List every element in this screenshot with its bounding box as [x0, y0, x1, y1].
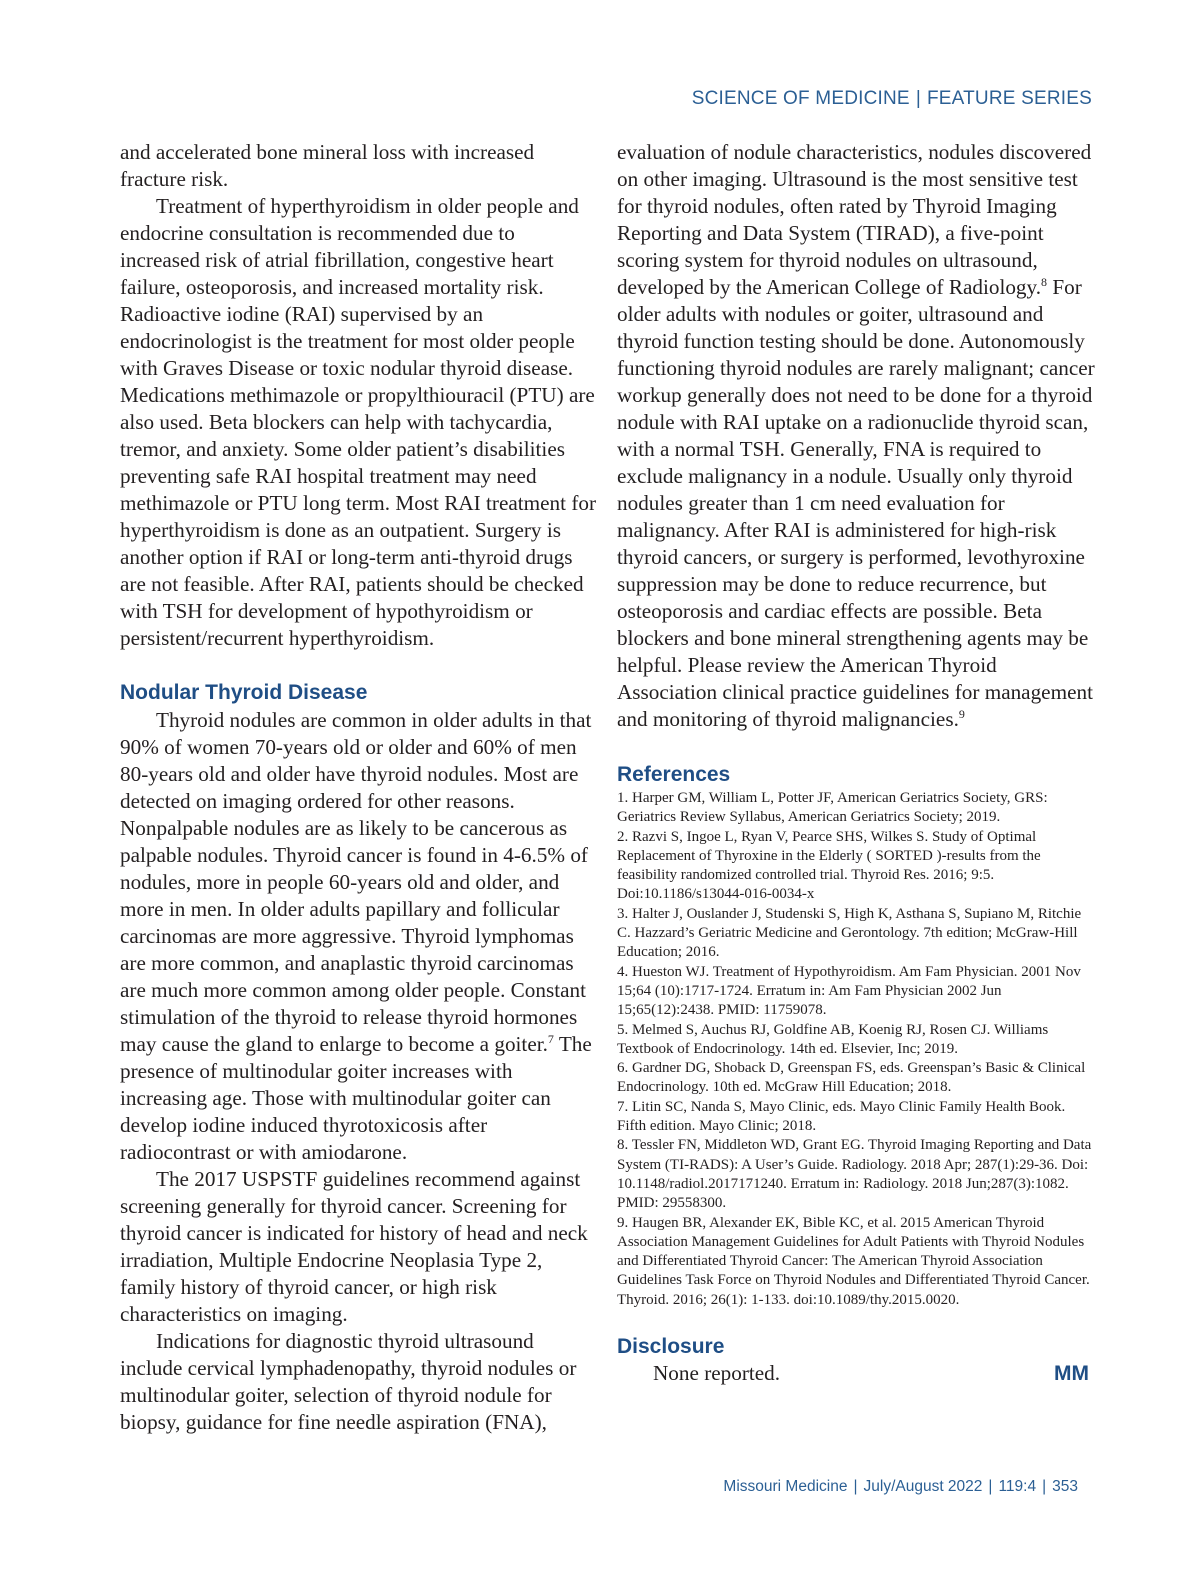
header-separator: | [915, 88, 921, 109]
continuation-text-part1: evaluation of nodule characteristics, nodules discovered on other imaging. Ultrasound is the most sensitive test for thyroid nodules, often rated by Thyroid Imaging Reporting and Data System (TIRAD), a five-point scoring system for thyroid nodules on ultrasound, developed by the American College of Radiology. [617, 140, 1092, 299]
indications-paragraph: Indications for diagnostic thyroid ultrasound include cervical lymphadenopathy, thyroid nodules or multinodular goiter, selection of thyroid nodule for biopsy, guidance for fine needle aspiration (FNA), [120, 1329, 577, 1434]
nodular-paragraph [120, 707, 598, 1166]
treatment-paragraph: Treatment of hyperthyroidism in older people and endocrine consultation is recommended due to increased risk of atrial fibrillation, congestive heart failure, osteoporosis, and increased mortality risk. Radioactive iodine (RAI) supervised by an endocrinologist is the treatment for most older people with Graves Disease or toxic nodular thyroid disease. Medications methimazole or propylthiouracil (PTU) are also used. Beta blockers can help with tachycardia, tremor, and anxiety. Some older patient’s disabilities preventing safe RAI hospital treatment may need methimazole or PTU long term. Most RAI treatment for hyperthyroidism is done as an outpatient. Surgery is another option if RAI or long-term anti-thyroid drugs are not feasible. After RAI, patients should be checked with TSH for development of hypothyroidism or persistent/recurrent hyperthyroidism. [120, 194, 597, 650]
intro-paragraph: and accelerated bone mineral loss with increased fracture risk. [120, 140, 535, 191]
nodular-heading: Nodular Thyroid Disease [120, 681, 368, 704]
footer-issue-date: July/August 2022 [863, 1478, 983, 1495]
citation-8: 8 [1041, 274, 1048, 289]
nodular-text-part2: The presence of multinodular goiter increases with increasing age. Those with multinodular goiter can develop iodine induced thyrotoxicosis after radiocontrast or with amiodarone. [120, 1032, 592, 1164]
reference-item: 1. Harper GM, William L, Potter JF, American Geriatrics Society, GRS: Geriatrics Review Syllabus, American Geriatrics Society; 2019. [617, 790, 1048, 826]
disclosure-row [617, 1360, 1095, 1387]
running-footer [723, 1478, 1078, 1496]
footer-separator: | [1042, 1478, 1047, 1495]
left-column [120, 139, 598, 1436]
reference-item: 3. Halter J, Ouslander J, Studenski S, High K, Asthana S, Supiano M, Ritchie C. Hazzard’s Geriatric Medicine and Gerontology. 7th edition; McGraw-Hill Education; 2016. [617, 905, 1082, 961]
reference-item: 7. Litin SC, Nanda S, Mayo Clinic, eds. Mayo Clinic Family Health Book. Fifth edition. Mayo Clinic; 2018. [617, 1098, 1066, 1135]
footer-volume: 119:4 [998, 1478, 1037, 1495]
continuation-paragraph [617, 139, 1095, 733]
reference-item: 2. Razvi S, Ingoe L, Ryan V, Pearce SHS, Wilkes S. Study of Optimal Replacement of Thyroxine in the Elderly ( SORTED )-results from the feasibility randomized controlled trial. Thyroid Res. 2016; 9:5. Doi:10.1186/s13044-016-0034-x [617, 828, 1041, 903]
footer-journal: Missouri Medicine [723, 1478, 848, 1495]
running-header [692, 88, 1092, 110]
footer-separator: | [988, 1478, 993, 1495]
reference-item: 6. Gardner DG, Shoback D, Greenspan FS, eds. Greenspan’s Basic & Clinical Endocrinology. 10th ed. McGraw Hill Education; 2018. [617, 1060, 1086, 1096]
continuation-text-part2: For older adults with nodules or goiter, ultrasound and thyroid function testing should be done. Autonomously functioning thyroid nodules are rarely malignant; cancer workup generally does not need to be done for a thyroid nodule with RAI uptake on a radionuclide thyroid scan, with a normal TSH. Generally, FNA is required to exclude malignancy in a nodule. Usually only thyroid nodules greater than 1 cm need evaluation for malignancy. After RAI is administered for high-risk thyroid cancers, or surgery is performed, levothyroxine suppression may be done to reduce recurrence, but osteoporosis and cardiac effects are possible. Beta blockers and bone mineral strengthening agents may be helpful. Please review the American Thyroid Association clinical practice guidelines for management and monitoring of thyroid malignancies. [617, 275, 1095, 731]
header-section: SCIENCE OF MEDICINE [691, 88, 910, 109]
uspstf-paragraph: The 2017 USPSTF guidelines recommend against screening generally for thyroid cancer. Screening for thyroid cancer is indicated for history of head and neck irradiation, Multiple Endocrine Neoplasia Type 2, family history of thyroid cancer, or high risk characteristics on imaging. [120, 1167, 588, 1326]
nodular-text-part1: Thyroid nodules are common in older adults in that 90% of women 70-years old or older and 60% of men 80-years old and older have thyroid nodules. Most are detected on imaging ordered for other reasons. Nonpalpable nodules are as likely to be cancerous as palpable nodules. Thyroid cancer is found in 4-6.5% of nodules, more in people 60-years old and older, and more in men. In older adults papillary and follicular carcinomas are more aggressive. Thyroid lymphomas are more common, and anaplastic thyroid carcinomas are much more common among older people. Constant stimulation of the thyroid to release thyroid hormones may cause the gland to enlarge to become a goiter. [120, 708, 592, 1056]
citation-7: 7 [547, 1031, 554, 1046]
disclosure-text: None reported. [653, 1361, 781, 1386]
references-heading: References [617, 763, 731, 786]
right-column [617, 139, 1095, 1387]
disclosure-heading: Disclosure [617, 1335, 725, 1359]
references-list [617, 789, 1095, 1310]
reference-item: 5. Melmed S, Auchus RJ, Goldfine AB, Koenig RJ, Rosen CJ. Williams Textbook of Endocrinology. 14th ed. Elsevier, Inc; 2019. [617, 1021, 1049, 1057]
end-mark: MM [1054, 1362, 1089, 1386]
reference-item: 8. Tessler FN, Middleton WD, Grant EG. Thyroid Imaging Reporting and Data System (TI-RADS): A User’s Guide. Radiology. 2018 Apr; 287(1):29-36. Doi: 10.1148/radiol.2017171240. Erratum in: Radiology. 2018 Jun;287(3):1082. PMID: 29558300. [617, 1137, 1092, 1212]
citation-9: 9 [958, 706, 965, 721]
header-series: FEATURE SERIES [926, 88, 1092, 109]
footer-separator: | [853, 1478, 858, 1495]
reference-item: 9. Haugen BR, Alexander EK, Bible KC, et al. 2015 American Thyroid Association Management Guidelines for Adult Patients with Thyroid Nodules and Differentiated Thyroid Cancer: The American Thyroid Association Guidelines Task Force on Thyroid Nodules and Differentiated Thyroid Cancer. Thyroid. 2016; 26(1): 1-133. doi:10.1089/thy.2015.0020. [617, 1214, 1090, 1308]
reference-item: 4. Hueston WJ. Treatment of Hypothyroidism. Am Fam Physician. 2001 Nov 15;64 (10):1717-1724. Erratum in: Am Fam Physician 2002 Jun 15;65(12):2438. PMID: 11759078. [617, 963, 1081, 1019]
page-number: 353 [1052, 1478, 1078, 1495]
